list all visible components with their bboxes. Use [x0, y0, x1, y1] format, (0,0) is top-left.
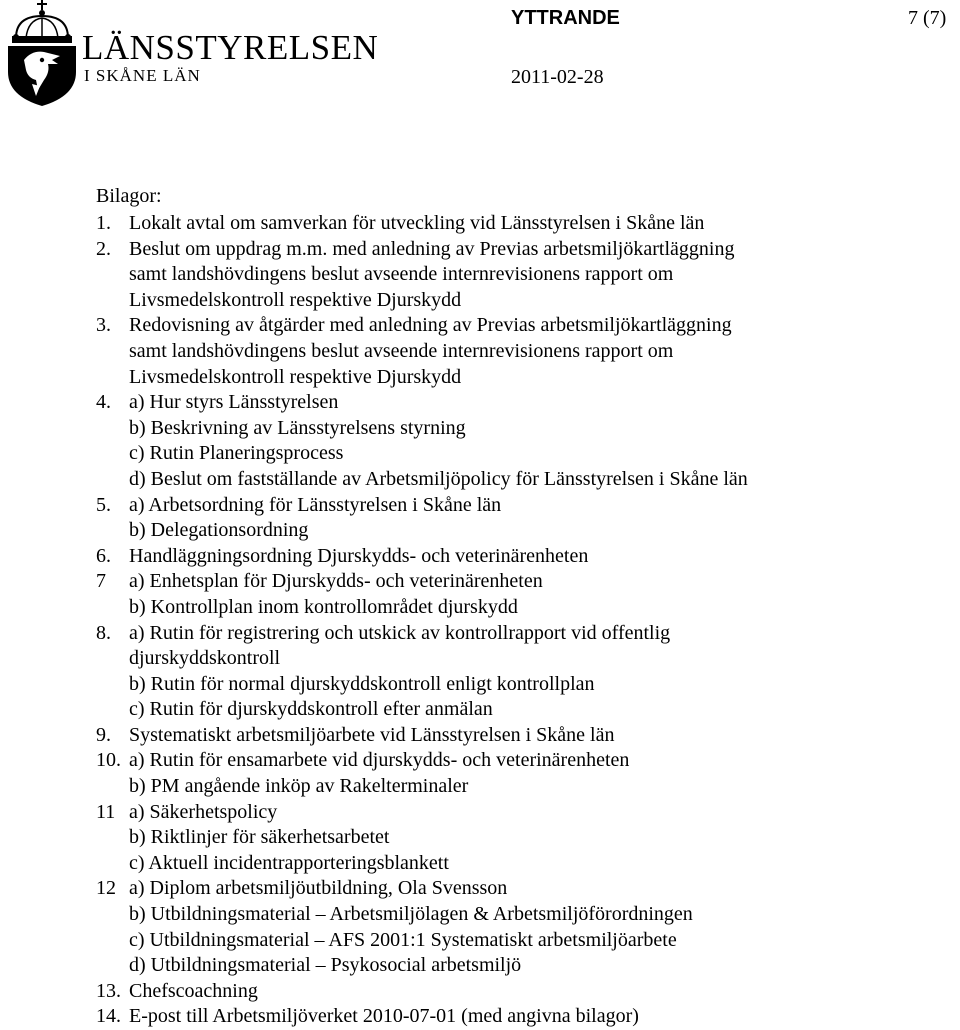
- list-item-line: d) Beslut om fastställande av Arbetsmiljöpolicy för Länsstyrelsen i Skåne län: [129, 467, 748, 490]
- list-item-line: Beslut om uppdrag m.m. med anledning av Previas arbetsmiljökartläggning: [129, 237, 735, 260]
- list-item: [96, 493, 956, 544]
- list-item-text: [129, 800, 956, 877]
- list-item-line: b) Delegationsordning: [129, 519, 309, 542]
- list-item-line: b) PM angående inköp av Rakelterminaler: [129, 775, 469, 798]
- list-item-line: c) Utbildningsmaterial – AFS 2001:1 Systematiskt arbetsmiljöarbete: [129, 928, 677, 951]
- list-item-line: a) Hur styrs Länsstyrelsen: [129, 391, 339, 414]
- list-item-text: [129, 211, 956, 237]
- list-item: [96, 748, 956, 799]
- list-item-text: [129, 237, 956, 314]
- list-item-line: Redovisning av åtgärder med anledning av Previas arbetsmiljökartläggning: [129, 314, 732, 337]
- list-item-number: 3.: [96, 314, 111, 337]
- list-item: [96, 313, 956, 390]
- list-item-line: b) Kontrollplan inom kontrollområdet djurskydd: [129, 595, 518, 618]
- organization-name: LÄNSSTYRELSEN: [82, 28, 379, 67]
- attachments-heading: Bilagor:: [96, 185, 162, 207]
- list-item-line: a) Arbetsordning för Länsstyrelsen i Skåne län: [129, 493, 502, 516]
- list-item-line: samt landshövdingens beslut avseende internrevisionens rapport om: [129, 339, 674, 362]
- list-item-text: [129, 876, 956, 978]
- list-item-number: 1.: [96, 212, 111, 234]
- list-item-text: [129, 1004, 956, 1030]
- list-item: [96, 569, 956, 620]
- organization-subtitle: I SKÅNE LÄN: [84, 66, 201, 85]
- list-item-line: d) Utbildningsmaterial – Psykosocial arbetsmiljö: [129, 954, 522, 977]
- list-item: [96, 979, 956, 1005]
- list-item-line: b) Riktlinjer för säkerhetsarbetet: [129, 826, 390, 849]
- list-item-line: a) Rutin för ensamarbete vid djurskydds- och veterinärenheten: [129, 749, 630, 772]
- attachments-list: [96, 211, 956, 1030]
- list-item: [96, 621, 956, 723]
- organization-logo: [0, 0, 379, 110]
- list-item-number: 13.: [96, 979, 121, 1002]
- document-type: YTTRANDE: [511, 7, 620, 29]
- list-item-text: [129, 723, 956, 749]
- list-item-number: 8.: [96, 621, 111, 644]
- list-item-number: 14.: [96, 1005, 121, 1028]
- list-item-text: [129, 979, 956, 1005]
- list-item-line: a) Enhetsplan för Djurskydds- och veterinärenheten: [129, 570, 543, 593]
- list-item-text: [129, 390, 956, 492]
- list-item-text: [129, 569, 956, 620]
- list-item-line: a) Diplom arbetsmiljöutbildning, Ola Svensson: [129, 877, 508, 900]
- list-item: [96, 544, 956, 570]
- list-item-number: 2.: [96, 237, 111, 260]
- list-item: [96, 876, 956, 978]
- griffin-crest-icon: [2, 0, 82, 106]
- list-item-line: Livsmedelskontroll respektive Djurskydd: [129, 288, 462, 311]
- list-item-text: [129, 621, 956, 723]
- list-item-line: b) Rutin för normal djurskyddskontroll enligt kontrollplan: [129, 672, 595, 695]
- list-item-text: [129, 313, 956, 390]
- list-item-line: djurskyddskontroll: [129, 647, 281, 670]
- list-item: [96, 390, 956, 492]
- list-item-number: 10.: [96, 749, 121, 772]
- list-item-line: c) Aktuell incidentrapporteringsblankett: [129, 851, 449, 874]
- list-item-number: 5.: [96, 493, 111, 516]
- list-item-line: samt landshövdingens beslut avseende internrevisionens rapport om: [129, 263, 674, 286]
- list-item-line: a) Säkerhetspolicy: [129, 800, 278, 823]
- list-item: [96, 723, 956, 749]
- list-item-number: 7: [96, 570, 106, 593]
- list-item-line: b) Beskrivning av Länsstyrelsens styrning: [129, 416, 466, 439]
- list-item-line: c) Rutin för djurskyddskontroll efter anmälan: [129, 698, 493, 721]
- list-item: [96, 800, 956, 877]
- list-item-line: Livsmedelskontroll respektive Djurskydd: [129, 365, 462, 388]
- list-item-number: 6.: [96, 544, 111, 567]
- list-item-line: Chefscoachning: [129, 979, 258, 1002]
- list-item: [96, 211, 956, 237]
- list-item-text: [129, 544, 956, 570]
- list-item-line: a) Rutin för registrering och utskick av kontrollrapport vid offentlig: [129, 621, 671, 644]
- page-number: 7 (7): [908, 7, 947, 29]
- list-item-text: [129, 748, 956, 799]
- list-item-line: E-post till Arbetsmiljöverket 2010-07-01 (med angivna bilagor): [129, 1005, 639, 1028]
- list-item-number: 9.: [96, 723, 111, 746]
- list-item-line: c) Rutin Planeringsprocess: [129, 442, 344, 465]
- list-item-text: [129, 493, 956, 544]
- list-item-number: 11: [96, 800, 116, 823]
- list-item-number: 4.: [96, 391, 111, 414]
- list-item-line: Systematiskt arbetsmiljöarbete vid Länsstyrelsen i Skåne län: [129, 723, 615, 746]
- document-date: 2011-02-28: [511, 66, 604, 88]
- list-item-line: b) Utbildningsmaterial – Arbetsmiljölagen & Arbetsmiljöförordningen: [129, 903, 693, 926]
- list-item-line: Lokalt avtal om samverkan för utveckling vid Länsstyrelsen i Skåne län: [129, 212, 705, 234]
- list-item: [96, 237, 956, 314]
- list-item-number: 12: [96, 877, 116, 900]
- list-item: [96, 1004, 956, 1030]
- list-item-line: Handläggningsordning Djurskydds- och veterinärenheten: [129, 544, 589, 567]
